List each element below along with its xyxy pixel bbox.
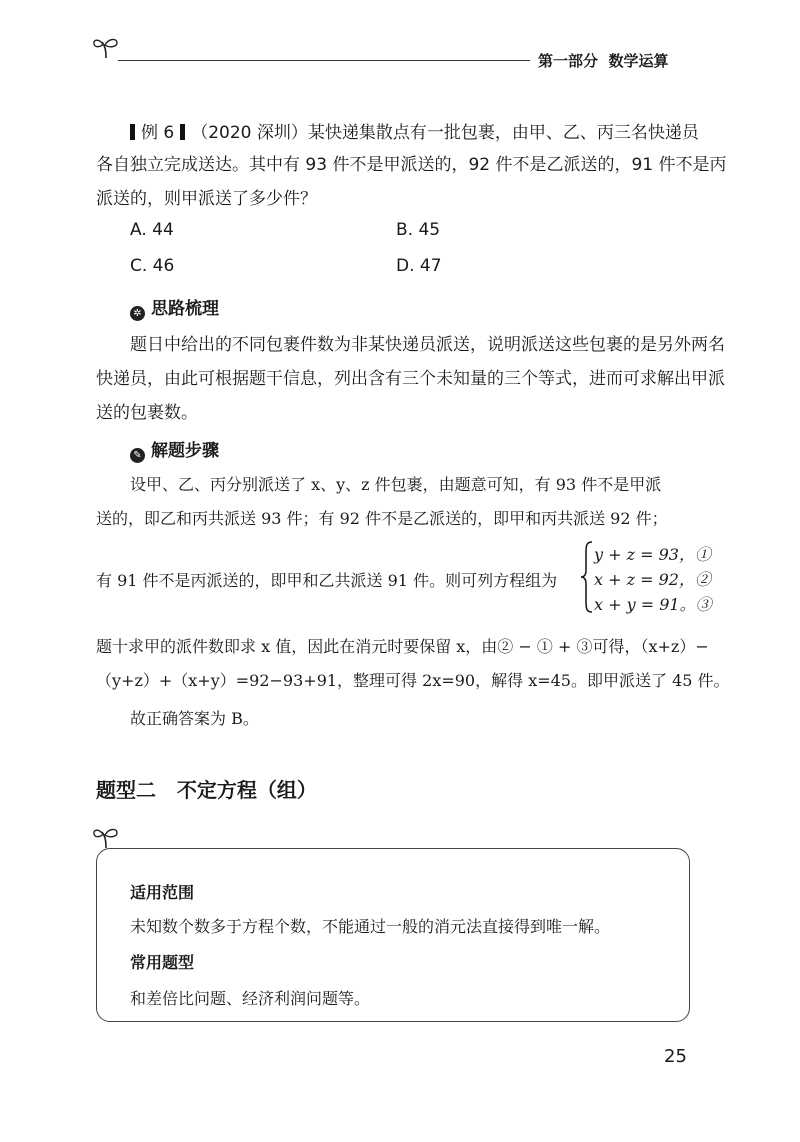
sprout-icon-box [92, 826, 122, 850]
common-title: 常用题型 [130, 953, 195, 972]
option-a: A. 44 [130, 220, 174, 240]
option-c: C. 46 [130, 256, 175, 276]
scope-title: 适用范围 [130, 883, 195, 902]
gear-icon: ✲ [130, 306, 145, 321]
example-bar-right [180, 124, 185, 140]
equation-3: x + y = 91。③ [594, 595, 712, 614]
header-section-title: 第一部分 数学运算 [538, 52, 669, 70]
page-number: 25 [664, 1046, 687, 1067]
option-b: B. 45 [396, 220, 441, 240]
question-line-3: 派送的，则甲派送了多少件？ [96, 189, 317, 209]
question-line-2: 各自独立完成送达。其中有 93 件不是甲派送的，92 件不是乙派送的，91 件不是丙 [96, 155, 727, 175]
option-d: D. 47 [396, 256, 442, 276]
pencil-icon: ✎ [130, 448, 145, 463]
example-source: （2020 深圳） [191, 123, 308, 143]
solution-conclusion: 故正确答案为 B。 [130, 709, 259, 728]
question-line-1: 某快递集散点有一批包裹，由甲、乙、丙三名快递员 [307, 123, 699, 143]
example-heading [130, 118, 699, 143]
type-two-heading: 题型二 不定方程（组） [96, 778, 317, 802]
solution-heading [130, 436, 219, 463]
solution-line-2: 送的，即乙和丙共派送 93 件；有 92 件不是乙派送的，即甲和丙共派送 92 件； [96, 509, 668, 528]
thinking-line-3: 送的包裹数。 [96, 403, 198, 423]
header-rule [118, 60, 530, 61]
sprout-icon [92, 36, 122, 60]
scope-text: 未知数个数多于方程个数，不能通过一般的消元法直接得到唯一解。 [130, 917, 611, 936]
equation-brace [580, 540, 594, 614]
solution-line-5: （y+z）+（x+y）=92−93+91，整理可得 2x=90，解得 x=45。即甲派送了 45 件。 [96, 671, 730, 690]
example-bar-left [130, 124, 135, 140]
equation-1: y + z = 93，① [594, 545, 711, 564]
thinking-line-2: 快递员，由此可根据题干信息，列出含有三个未知量的三个等式，进而可求解出甲派 [96, 369, 725, 389]
solution-line-1: 设甲、乙、丙分别派送了 x、y、z 件包裹，由题意可知，有 93 件不是甲派 [130, 475, 662, 494]
solution-line-4: 题十求甲的派件数即求 x 值，因此在消元时要保留 x，由② − ① + ③可得，（x+z）− [96, 637, 709, 656]
example-label: 例 6 [141, 123, 175, 143]
thinking-line-1: 题日中给出的不同包裹件数为非某快递员派送，说明派送这些包裹的是另外两名 [130, 335, 725, 355]
thinking-title: 思路梳理 [151, 299, 219, 319]
solution-line-3: 有 91 件不是丙派送的，即甲和乙共派送 91 件。则可列方程组为 [96, 571, 558, 590]
common-text: 和差倍比问题、经济利润问题等。 [130, 989, 371, 1008]
equation-2: x + z = 92，② [594, 570, 711, 589]
thinking-heading [130, 294, 219, 321]
solution-title: 解题步骤 [151, 441, 219, 461]
